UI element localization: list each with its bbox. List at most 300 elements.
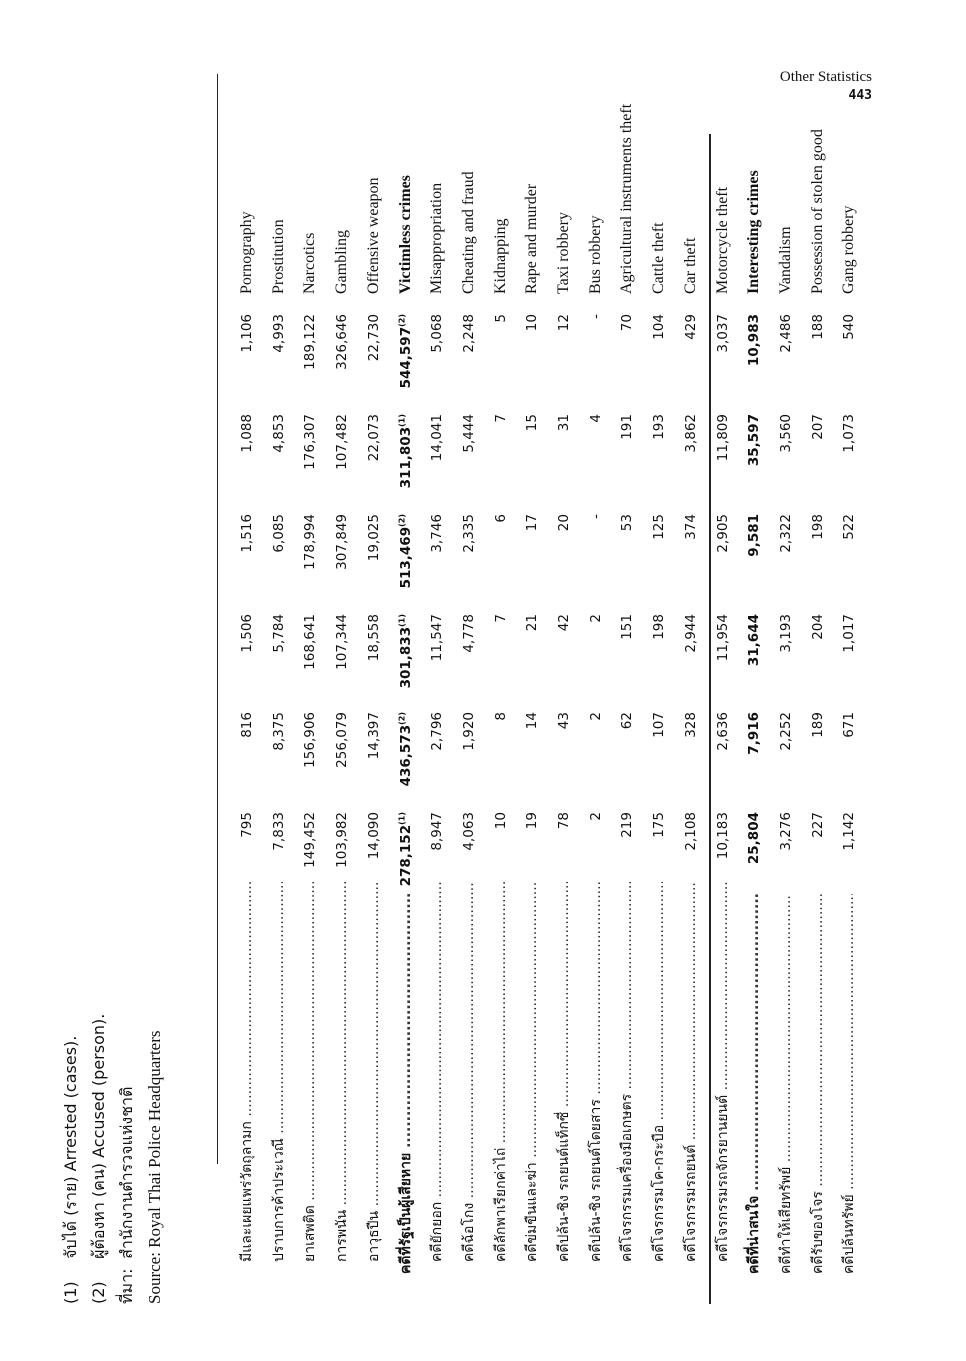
row-label-thai: คดีโจรกรรมรถยนต์ ..... [676,882,706,1262]
value-cell [739,614,769,704]
value-number: 15 [524,414,541,432]
row-label-english: Narcotics [301,232,319,294]
row-label-thai: มีและเผยแพร่วัตถุลามก ..... [232,882,262,1262]
value-number: 328 [682,712,699,738]
value-number: 14,397 [365,712,382,760]
footnote-marker: (2) [397,314,406,327]
value-number: 8,375 [270,712,287,751]
table-row [739,84,769,1304]
section-title: Other Statistics [779,69,872,85]
value-number: 513,469 [397,526,414,589]
value-cell [803,812,833,902]
row-label-thai: คดียักยอก ..... [422,882,452,1262]
source-thai [113,784,141,1304]
row-label-english: Agricultural instruments theft [618,103,636,294]
row-label-english: Motorcycle theft [713,186,731,294]
value-cell [295,812,325,902]
source-english-label: Source: [145,1252,164,1304]
value-number: 4,853 [270,414,287,453]
value-cell [422,614,452,704]
value-number: 19 [524,812,541,830]
value-number: 62 [619,712,636,730]
value-number: 2,322 [777,514,794,553]
value-number: 795 [239,812,255,838]
value-cell [422,314,452,404]
value-number: 7,833 [270,812,287,851]
value-number: 2,905 [714,514,731,553]
footnote-marker: (1) [397,414,406,427]
value-cell [295,712,325,802]
value-number: - [587,314,604,319]
value-number: 1,516 [239,514,255,553]
value-cell [803,514,833,604]
value-cell [517,314,547,404]
value-cell [454,314,484,404]
value-number: 151 [619,614,636,640]
value-cell [612,514,642,604]
footnote-marker: (2) [397,712,406,725]
table-row [232,84,262,1304]
value-number: 1,073 [841,414,858,453]
value-cell [232,514,262,604]
table-row [771,84,801,1304]
value-cell [644,712,674,802]
value-cell [771,614,801,704]
value-number: 10,983 [746,314,763,367]
row-label-english: Pornography [238,211,255,294]
value-number: 22,730 [365,314,382,362]
value-number: 31,644 [746,614,763,667]
value-number: 2 [587,812,604,821]
table-bottom-rule [217,74,218,1164]
value-cell [834,314,864,404]
value-number: 4,993 [270,314,287,353]
value-cell [264,614,294,704]
value-number: 10 [524,314,541,332]
value-cell [644,414,674,504]
value-number: 311,803 [397,426,414,489]
page-number: 443 [848,88,872,103]
value-cell [644,514,674,604]
row-label-thai: คดีโจรกรรมโค-กระบือ ..... [644,882,674,1262]
value-cell [391,514,421,604]
value-cell [676,314,706,404]
value-cell [708,414,738,504]
row-label-english: Interesting crimes [745,170,763,294]
value-cell [834,712,864,802]
value-cell [232,614,262,704]
value-cell [517,712,547,802]
value-number: 307,849 [334,514,351,570]
value-cell [708,514,738,604]
value-number: 10 [492,812,509,830]
value-cell [391,614,421,704]
value-number: 107,482 [334,414,351,470]
row-label-english: Kidnapping [491,218,509,294]
value-number: 7 [492,614,509,623]
value-number: 107,344 [334,614,351,670]
value-number: 191 [619,414,636,440]
value-number: 816 [239,712,255,738]
value-cell [708,812,738,902]
value-number: 1,142 [841,812,858,851]
value-number: 107 [651,712,668,738]
value-cell [359,614,389,704]
value-number: 168,641 [302,614,319,670]
value-cell [327,812,357,902]
value-cell [581,314,611,404]
row-label-english: Taxi robbery [555,212,572,294]
value-cell [612,314,642,404]
row-label-thai: คดีฉ้อโกง ..... [454,882,484,1262]
table-row [327,84,357,1304]
value-cell [232,314,262,404]
value-number: 6 [492,514,509,523]
crime-statistics-table [57,84,858,1304]
value-number: 429 [682,314,699,340]
value-number: 7 [492,414,509,423]
value-number: 278,152 [397,824,414,887]
value-cell [359,414,389,504]
value-number: 14 [524,712,541,730]
value-number: 3,037 [714,314,731,353]
value-cell [264,414,294,504]
value-number: 6,085 [270,514,287,553]
value-cell [454,712,484,802]
value-cell [232,414,262,504]
table-row [422,84,452,1304]
table-row [486,84,516,1304]
row-label-thai: อาวุธปืน ..... [359,882,389,1262]
row-label-english: Victimless crimes [396,175,414,294]
value-cell [771,812,801,902]
row-label-thai: คดีที่รัฐเป็นผู้เสียหาย ..... [391,894,421,1274]
row-label-thai: คดีข่มขืนและฆ่า ..... [517,882,547,1262]
value-cell [708,614,738,704]
value-number: 20 [556,514,572,532]
value-cell [834,614,864,704]
value-cell [486,812,516,902]
value-number: 188 [809,314,826,340]
value-cell [581,414,611,504]
value-number: 4,778 [460,614,477,653]
value-number: 149,452 [302,812,319,868]
value-number: 436,573 [397,724,414,787]
value-cell [327,712,357,802]
value-cell [422,812,452,902]
value-number: 301,833 [397,626,414,689]
value-number: 19,025 [365,514,382,562]
value-number: 8 [492,712,509,721]
table-row [454,84,484,1304]
footnote-1-text: จับได้ (ราย) Arrested (cases). [61,1035,80,1259]
value-cell [454,514,484,604]
value-number: 7,916 [746,712,763,755]
value-cell [581,712,611,802]
source-english [141,784,169,1304]
value-number: 189 [809,712,826,738]
value-number: 21 [524,614,541,632]
value-number: 176,307 [302,414,319,470]
value-number: 2,248 [460,314,477,353]
row-label-thai: คดีปล้น-ชิง รถยนต์โดยสาร ..... [581,882,611,1262]
row-label-thai: การพนัน ..... [327,882,357,1262]
row-label-thai: ปราบการค้าประเวณี ..... [264,882,294,1262]
value-cell [612,812,642,902]
table-row [612,84,642,1304]
value-cell [644,812,674,902]
value-cell [676,414,706,504]
value-cell [517,812,547,902]
value-cell [771,514,801,604]
value-cell [391,414,421,504]
row-label-english: Rape and murder [523,183,541,294]
table-row [295,84,325,1304]
footnote-2-marker: (2) [89,1281,108,1304]
table-row [264,84,294,1304]
value-cell [739,314,769,404]
value-number: 35,597 [746,414,763,467]
row-label-thai: คดีโจรกรรมเครื่องมือเกษตร ..... [612,882,642,1262]
value-cell [359,712,389,802]
value-cell [581,514,611,604]
value-number: 204 [809,614,826,640]
value-cell [264,812,294,902]
row-label-thai: คดีทำให้เสียทรัพย์ ..... [771,894,801,1274]
value-cell [549,712,579,802]
value-number: 43 [556,712,572,730]
value-number: 4,063 [460,812,477,851]
table-row [549,84,579,1304]
value-number: 198 [809,514,826,540]
row-label-english: Cattle theft [650,222,668,294]
value-number: 125 [651,514,668,540]
source-english-text: Royal Thai Police Headquarters [145,1030,164,1248]
value-number: 2,636 [714,712,731,751]
value-number: 178,994 [302,514,319,570]
value-number: 2,796 [429,712,446,751]
value-number: 227 [809,812,826,838]
value-cell [486,314,516,404]
table-row [644,84,674,1304]
value-cell [676,514,706,604]
footnote-2 [85,784,113,1304]
value-cell [612,614,642,704]
row-label-thai: คดีที่น่าสนใจ ..... [739,894,769,1274]
value-cell [676,614,706,704]
value-cell [422,712,452,802]
value-number: 207 [809,414,826,440]
value-number: 2 [587,712,604,721]
value-cell [834,812,864,902]
value-number: 22,073 [365,414,382,462]
value-cell [549,614,579,704]
value-number: 14,090 [365,812,382,860]
value-cell [486,514,516,604]
value-cell [803,614,833,704]
value-cell [264,712,294,802]
table-row [359,84,389,1304]
value-number: 5 [492,314,509,323]
value-number: 14,041 [429,414,446,462]
row-label-english: Bus robbery [586,215,604,294]
value-number: 25,804 [746,812,763,865]
value-cell [391,314,421,404]
value-cell [486,414,516,504]
value-cell [771,712,801,802]
footnote-marker: (1) [397,614,406,627]
value-cell [295,314,325,404]
value-number: 5,444 [460,414,477,453]
value-number: 189,122 [302,314,319,370]
value-cell [454,812,484,902]
table-row [676,84,706,1304]
table-row [581,84,611,1304]
value-cell [771,314,801,404]
value-number: 31 [556,414,572,432]
value-number: 70 [619,314,636,332]
value-cell [327,514,357,604]
table-row [834,84,864,1304]
footnotes [57,784,169,1304]
row-label-thai: คดีรับของโจร ..... [803,894,833,1274]
value-number: 3,862 [682,414,699,453]
value-cell [517,614,547,704]
value-number: 1,017 [841,614,858,653]
value-cell [803,314,833,404]
value-number: 219 [619,812,636,838]
row-label-thai: คดีโจรกรรมรถจักรยานยนต์ ..... [708,882,738,1262]
row-label-english: Misappropriation [428,182,446,294]
value-cell [549,414,579,504]
value-number: 18,558 [365,614,382,662]
value-cell [327,414,357,504]
value-number: 53 [619,514,636,532]
row-label-english: Car theft [681,237,699,294]
value-number: 156,906 [302,712,319,768]
value-cell [644,314,674,404]
value-cell [327,614,357,704]
value-cell [739,514,769,604]
value-number: 3,193 [777,614,794,653]
value-cell [391,712,421,802]
value-cell [295,614,325,704]
value-cell [581,812,611,902]
value-number: 3,746 [429,514,446,553]
value-cell [295,514,325,604]
value-cell [517,514,547,604]
footnote-marker: (2) [397,514,406,527]
value-number: 2,944 [682,614,699,653]
table-row [708,84,738,1304]
value-cell [834,414,864,504]
value-number: 1,506 [239,614,255,653]
value-cell [232,812,262,902]
footnote-1 [57,784,85,1304]
value-number: 12 [556,314,572,332]
value-number: 2 [587,614,604,623]
value-number: 326,646 [334,314,351,370]
value-number: 540 [841,314,858,340]
row-label-english: Possession of stolen good [808,129,826,294]
value-cell [612,712,642,802]
value-number: 1,920 [460,712,477,751]
row-label-english: Offensive weapon [364,177,382,294]
value-number: 11,547 [429,614,446,662]
value-cell [803,414,833,504]
row-label-english: Vandalism [776,226,794,294]
value-number: 10,183 [714,812,731,860]
value-cell [391,812,421,902]
value-number: 2,486 [777,314,794,353]
value-number: 1,106 [239,314,255,353]
value-number: - [587,514,604,519]
value-number: 103,982 [334,812,351,868]
row-label-thai: คดีปล้นทรัพย์ ..... [834,894,864,1274]
value-cell [359,514,389,604]
value-number: 104 [651,314,668,340]
value-cell [708,712,738,802]
value-cell [264,514,294,604]
value-number: 1,088 [239,414,255,453]
value-cell [834,514,864,604]
value-number: 3,276 [777,812,794,851]
value-number: 9,581 [746,514,763,557]
table-row [517,84,547,1304]
value-cell [739,812,769,902]
value-cell [612,414,642,504]
value-number: 175 [651,812,668,838]
value-number: 2,252 [777,712,794,751]
value-number: 2,335 [460,514,477,553]
value-number: 374 [682,514,699,540]
row-label-english: Gang robbery [840,205,858,294]
value-number: 4 [587,414,604,423]
value-cell [739,712,769,802]
source-thai-text: สำนักงานตำรวจแห่งชาติ [117,1086,136,1259]
value-cell [486,614,516,704]
table-row [803,84,833,1304]
row-label-english: Prostitution [269,219,287,294]
row-label-english: Gambling [333,230,351,294]
value-cell [359,812,389,902]
value-number: 544,597 [397,326,414,389]
value-number: 3,560 [777,414,794,453]
value-number: 11,809 [714,414,731,462]
footnote-1-marker: (1) [61,1281,80,1304]
value-cell [232,712,262,802]
value-cell [644,614,674,704]
table-row [391,84,421,1304]
value-number: 5,784 [270,614,287,653]
value-cell [422,514,452,604]
value-cell [739,414,769,504]
value-cell [359,314,389,404]
value-number: 522 [841,514,858,540]
value-number: 78 [556,812,572,830]
value-number: 256,079 [334,712,351,768]
value-number: 193 [651,414,668,440]
value-cell [708,314,738,404]
value-cell [486,712,516,802]
value-cell [549,314,579,404]
value-number: 17 [524,514,541,532]
value-cell [676,812,706,902]
value-cell [517,414,547,504]
value-number: 671 [841,712,858,738]
value-number: 198 [651,614,668,640]
value-cell [422,414,452,504]
